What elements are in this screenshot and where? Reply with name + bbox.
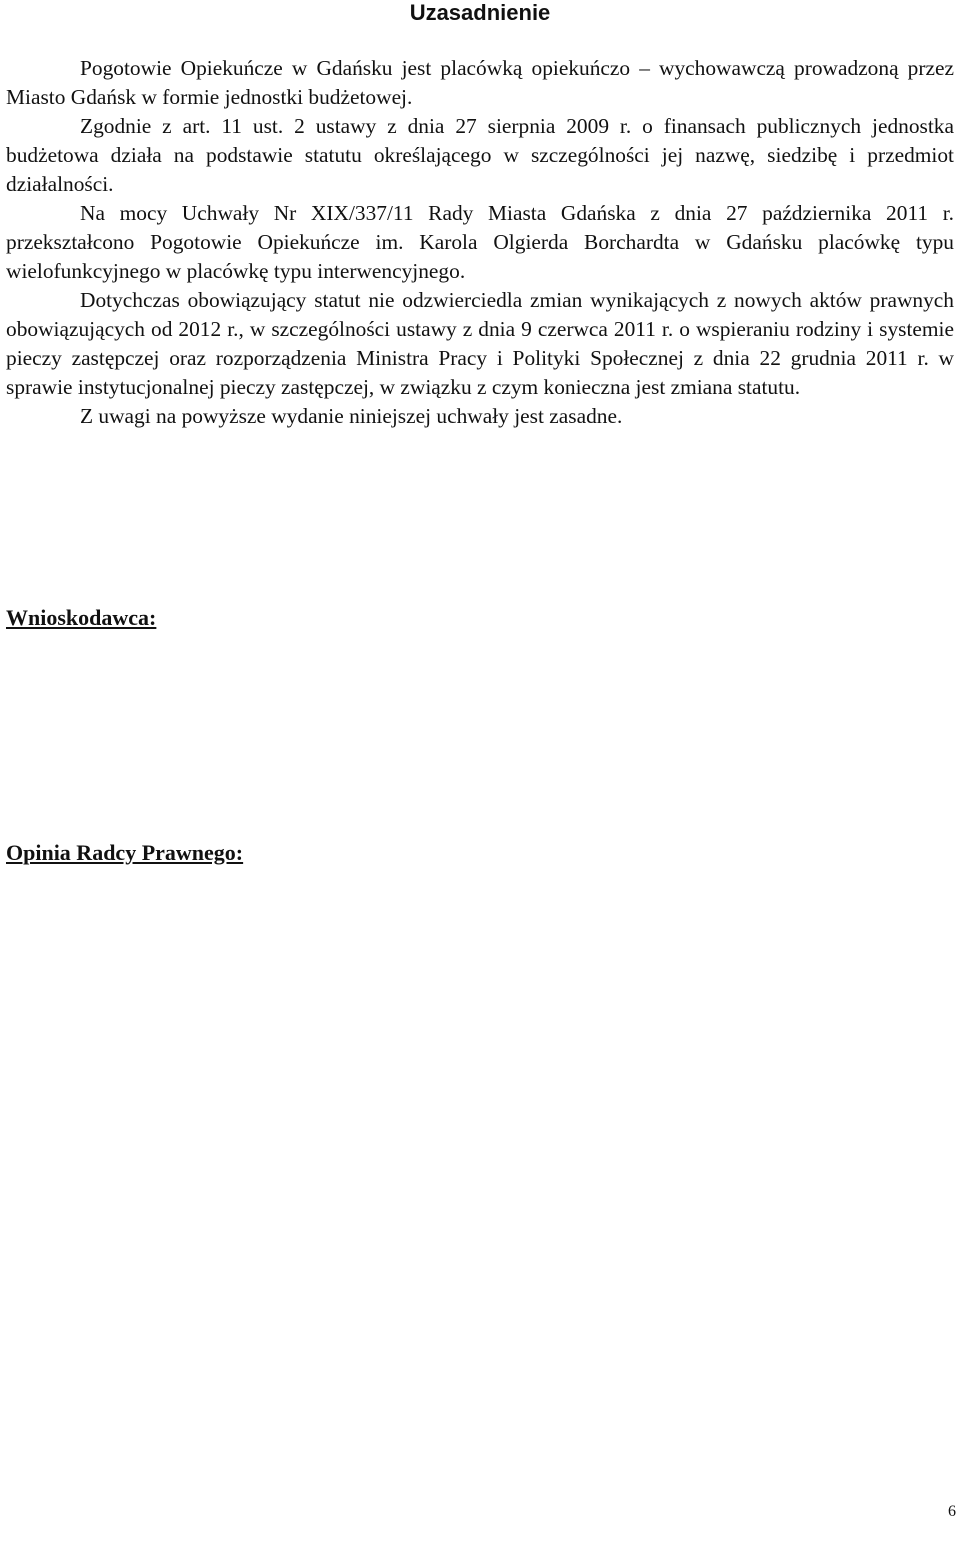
paragraph-4: Dotychczas obowiązujący statut nie odzwierciedla zmian wynikających z nowych aktów prawnych obowiązujących od 2012 r., w szczególności ustawy z dnia 9 czerwca 2011 r. o wspieraniu rodziny i systemie pieczy zastępczej oraz rozporządzenia Ministra Pracy i Polityki Społecznej z dnia 22 grudnia 2011 r. w sprawie instytucjonalnej pieczy zastępczej, w związku z czym konieczna jest zmiana statutu. <box>6 288 954 399</box>
paragraph-1: Pogotowie Opiekuńcze w Gdańsku jest placówką opiekuńczo – wychowawczą prowadzoną przez Miasto Gdańsk w formie jednostki budżetowej. <box>6 56 954 109</box>
justification-body <box>6 54 954 431</box>
paragraph-2: Zgodnie z art. 11 ust. 2 ustawy z dnia 27 sierpnia 2009 r. o finansach publicznych jednostka budżetowa działa na podstawie statutu określającego w szczególności jej nazwę, siedzibę i przedmiot działalności. <box>6 114 954 196</box>
paragraph-3: Na mocy Uchwały Nr XIX/337/11 Rady Miasta Gdańska z dnia 27 października 2011 r. przekształcono Pogotowie Opiekuńcze im. Karola Olgierda Borchardta w Gdańsku placówkę typu wielofunkcyjnego w placówkę typu interwencyjnego. <box>6 201 954 283</box>
page-number: 6 <box>948 1503 956 1520</box>
applicant-label: Wnioskodawca: <box>6 605 157 630</box>
legal-opinion-label: Opinia Radcy Prawnego: <box>6 840 244 865</box>
document-title: Uzasadnienie <box>409 0 551 25</box>
paragraph-5: Z uwagi na powyższe wydanie niniejszej uchwały jest zasadne. <box>80 404 623 428</box>
